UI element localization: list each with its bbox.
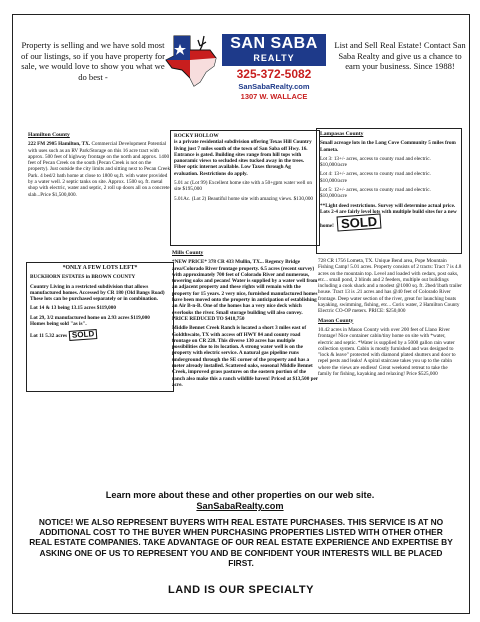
footer-tagline: LAND IS OUR SPECIALTY xyxy=(168,584,314,596)
sold-stamp: SOLD xyxy=(69,329,98,341)
footer-website-link[interactable]: SanSabaRealty.com xyxy=(196,501,284,511)
texas-flag-deer-icon xyxy=(160,30,220,90)
hamilton-description: Commercial Development Potential with uses such as an RV Park/Storage on this 16 acre tract with approx. 500 feet of highway frontage on the north and approx. 1400 feet of Pecan Creek on the south (Pecan Creek is not on the property). Just outside the city limits and sitting next to Pecan Creek Park. 4 bed/2 bath home at close to 1800 sq.ft. with water provided by a water well. 2 septic tanks on site. Approx. 1500 sq. ft. metal shop with electric, water and septic, 2 roll up doors all on a concrete slab...Price $1,500,000. xyxy=(28,141,171,198)
mills-listing-mullin: *NEW PRICE* 378 CR 433 Mullin, TX... Regency Bridge area/Colorado River frontage property. 6.5 acres (recent survey) with approximately 700 feet of Colorado River and numerous, towering oaks and pecans! Water is supplied by a water well from an adjacent property and these rights will remain with the property for 15 years. 2 very nice, furnished manufactured homes have been moved onto the property in anticipation of establishing an Air B-n-B. One of the homes has a very nice deck which overlooks the river. Small storage building will also convey. PRICE REDUCED TO $418,750 xyxy=(172,259,318,322)
hamilton-listing xyxy=(28,141,172,198)
buckhorn-title: *ONLY A FEW LOTS LEFT* xyxy=(62,265,138,271)
buckhorn-estates: BUCKHORN ESTATES in BROWN COUNTY xyxy=(30,274,136,281)
lampasas-box xyxy=(316,128,462,254)
mason-heading: Mason County xyxy=(318,317,354,324)
logo-address: 1307 W. WALLACE xyxy=(240,92,308,101)
lampasas-note xyxy=(320,203,458,231)
rocky-hollow-lot-99: 5.01 ac (Lot 99) Excellent home site with a 50+gpm water well on site $195,000 xyxy=(174,180,312,193)
logo-phone: 325-372-5082 xyxy=(236,67,312,81)
logo-website[interactable]: SanSabaRealty.com xyxy=(238,82,310,91)
column-lometa xyxy=(318,258,462,380)
column-mills xyxy=(172,250,318,391)
mills-heading: Mills County xyxy=(172,250,204,256)
header-right-text: List and Sell Real Estate! Contact San Saba Realty and give us a chance to earn your business. Since 1988! xyxy=(334,40,466,71)
buckhorn-lot-11 xyxy=(30,330,170,340)
header-left-text: Property is selling and we have sold most of our listings, so if you have property for sale, we would love to show you what we do best - xyxy=(21,40,165,82)
lampasas-lot-5: Lot 5: 12+/- acres, access to county road and electric. $10,000/acre xyxy=(320,187,431,200)
lampasas-heading: Lampasas County xyxy=(320,131,364,137)
rocky-hollow-heading: ROCKY HOLLOW xyxy=(174,133,219,139)
buckhorn-lot-29: Lot 29, 3/2 manufactured home on 2.93 acres $119,000 xyxy=(30,314,150,321)
lampasas-lot-4: Lot 4: 13+/- acres, access to county road and electric. $10,000/acre xyxy=(320,171,431,184)
lampasas-description: Small acreage lots in the Long Cove Community 5 miles from Lometa. xyxy=(320,140,456,153)
buckhorn-lot-11-text: Lot 11 5.32 acres xyxy=(30,333,68,340)
rocky-hollow-box xyxy=(170,130,320,246)
lampasas-lot-3: Lot 3: 13+/- acres, access to county road and electric. $10,000/acre xyxy=(320,155,431,169)
buckhorn-box xyxy=(26,262,174,392)
buckhorn-lot-14: Lot 14 & 13 being 13.15 acres $119,000 xyxy=(30,305,116,312)
logo-realty: REALTY xyxy=(253,53,295,63)
column-hamilton xyxy=(28,132,172,201)
rocky-hollow-description: is a private residential subdivision offering Texas Hill Country living just 7 miles south of the town of San Saba off Hwy. 16. Entrance is gated. Building sites range from hill tops with panoramic views to secluded sites tucked away in the trees. Fiber optic internet available. Low Taxes through Ag evaluation. Restrictions do apply. xyxy=(174,139,312,177)
rocky-hollow-lot-2: 5.01Ac. (Lot 2) Beautiful home site with amazing views. $130,000 xyxy=(174,195,314,202)
mason-listing: 10.42 acres in Mason County with over 200 feet of Llano River frontage! Nice container cabin/tiny home on site with *water, electric and septic. *Water is supplied by a 5000 gallon rain water collection system. Cabin is mostly furnished and was designed to "lock & leave" protected with diamond plated shutters and door to repel pests and leaks! A spiral staircase takes you up to the cabin where the views are endless! Great weekend retreat to take the family for fishing, kayaking and relaxing! Price $525,000 xyxy=(318,326,456,378)
footer-learn-more: Learn more about these and other properties on our web site. xyxy=(105,490,375,500)
buckhorn-as-is: Homes being sold "as is". xyxy=(30,321,87,328)
logo-name: SAN SABA xyxy=(230,35,318,52)
san-saba-realty-logo xyxy=(160,30,326,104)
mills-listing-bennet-creek: Middle Bennet Creek Ranch is located a short 3 miles east of Goldthwaite, TX with access off HWY 84 and county road frontage on CR 220. This diverse 130 acres has multiple possibilities due to its location. A strong water well is on the property with electric service. A natural gas pipeline runs underground through the SE corner of the property and has a meter already installed. Scattered oaks, seasonal Middle Bennet Creek, improved grass pastures on the eastern portion of the ranch also make this a ranch wildlife haven! Priced at $13,500 per acre. xyxy=(172,325,319,388)
buckhorn-description: Country Living in a restricted subdivision that allows manufactured homes. Accessed by CR 180 (Old Bangs Road) These lots can be purchased separately or in combination. xyxy=(30,283,165,303)
sold-stamp: SOLD xyxy=(337,214,382,232)
lometa-listing: 728 CR 1756 Lometa, TX. Unique Bend area, Pope Mountain Fishing Camp! 5.01 acres. Property consists of 2 tracts: Tract 7 is 4.8 acres on the mountain top. Level and loaded with cedars, post oaks, etc... small pond, 2 blinds and 2 feeders, multiple out buildings including a cook shack and a modest @1000 sq. ft. 2bed/1bath trailer house. Tract 13 is .21 acres and has @40 feet of Colorado River frontage. Deep water section of the river, great for launching boats kayaking, swimming, fishing, etc... Corix water, 2 Hamilton County Electric CO-OP meters. PRICE: $250,000 xyxy=(318,258,462,315)
footer-notice: NOTICE! WE ALSO REPRESENT BUYERS WITH REAL ESTATE PURCHASES. THIS SERVICE IS AT NO ADDITIONAL COST TO THE BUYER WHEN PURCHASING PROPERTIES LISTED WITH OTHER OTHER REAL ESTATE COMPANIES. TAKE ADVANTAGE OF OUR REAL ESTATE EXPERIENCE AND EXPERTISE BY ASKING ONE OF US TO REPRESENT YOU AND BE CONFIDENT YOUR INTERESTS WILL BE PLACED FIRST. xyxy=(29,517,453,568)
logo-brand-block xyxy=(222,34,326,66)
hamilton-address: 222 FM 2905 Hamilton, TX. xyxy=(28,141,91,148)
lampasas-note-text: **Light deed restrictions. Survey will determine actual price. Lots 2-4 are fairly level lots with multiple build sites for a new home! xyxy=(320,202,457,230)
hamilton-heading: Hamilton County xyxy=(28,132,70,138)
